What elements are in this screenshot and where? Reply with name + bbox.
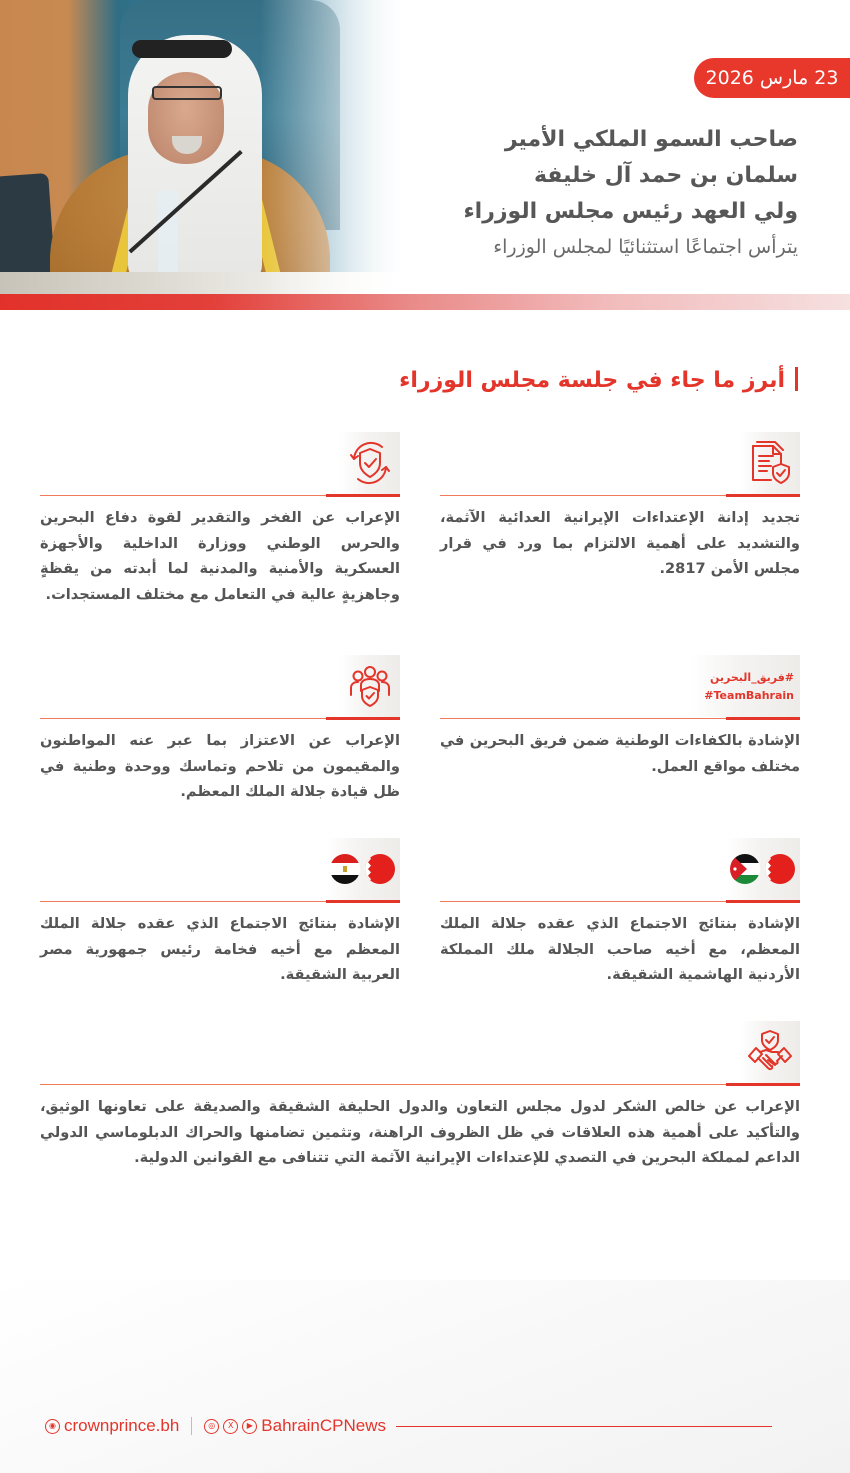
card-divider-accent bbox=[326, 494, 400, 497]
icon-tile bbox=[326, 838, 400, 900]
team-bahrain-hashtag bbox=[704, 669, 794, 705]
card-text: الإشادة بنتائج الاجتماع الذي عقده جلالة الملك المعظم مع أخيه فخامة رئيس جمهورية مصر العربية الشقيقة. bbox=[40, 915, 400, 983]
youtube-icon[interactable]: ▶ bbox=[242, 1419, 257, 1434]
heading-accent-bar bbox=[795, 367, 798, 391]
photo-fade bbox=[260, 0, 420, 296]
footer-rule bbox=[396, 1426, 772, 1427]
egypt-flag bbox=[329, 852, 363, 886]
icon-tile bbox=[726, 838, 800, 900]
social-handle[interactable]: BahrainCPNews bbox=[261, 1416, 387, 1435]
highlight-card bbox=[440, 432, 800, 592]
icon-tile bbox=[690, 655, 800, 717]
date-badge: 23 مارس 2026 bbox=[694, 58, 850, 98]
card-divider-accent bbox=[326, 717, 400, 720]
title-line-1: صاحب السمو الملكي الأمير bbox=[504, 127, 798, 152]
document-shield-icon bbox=[747, 440, 793, 486]
card-divider-accent bbox=[726, 494, 800, 497]
hashtag-arabic: #فريق_البحرين bbox=[710, 671, 794, 684]
bahrain-egypt-flags-icon bbox=[329, 852, 397, 886]
handshake-shield-icon bbox=[746, 1028, 794, 1076]
instagram-icon[interactable]: ◎ bbox=[204, 1419, 219, 1434]
icon-tile bbox=[740, 432, 800, 494]
card-text: الإعراب عن خالص الشكر لدول مجلس التعاون والدول الحليفة الشقيقة والصديقة على تعاونها الوثيق، والتأكيد على أهمية هذه العلاقات في ظل الظروف الراهنة، وتثمين تضامنها والحراك الدبلوماسي الدولي الداعم لمملكة البحرين في التصدي للإعتداءات الإيرانية الآثمة التي تتنافى مع القوانين الدولية. bbox=[40, 1098, 800, 1166]
header-divider-band bbox=[0, 294, 850, 310]
icon-tile bbox=[740, 1021, 800, 1083]
footer-separator bbox=[191, 1417, 192, 1435]
card-divider-accent bbox=[726, 900, 800, 903]
globe-icon: ◉ bbox=[45, 1419, 60, 1434]
card-divider-accent bbox=[726, 717, 800, 720]
subtitle: يترأس اجتماعًا استثنائيًا لمجلس الوزراء bbox=[493, 236, 798, 258]
agal-band bbox=[132, 40, 232, 58]
bahrain-flag bbox=[765, 852, 797, 886]
icon-tile bbox=[340, 655, 400, 717]
hashtag-english: #TeamBahrain bbox=[704, 689, 794, 702]
section-heading bbox=[399, 364, 798, 398]
highlight-card bbox=[40, 655, 400, 805]
section-heading-text: أبرز ما جاء في جلسة مجلس الوزراء bbox=[399, 368, 785, 393]
shield-check-cycle-icon bbox=[346, 439, 394, 487]
card-divider bbox=[40, 1084, 800, 1085]
bahrain-jordan-flags-icon bbox=[729, 852, 797, 886]
card-text: الإشادة بالكفاءات الوطنية ضمن فريق البحرين في مختلف مواقع العمل. bbox=[440, 732, 800, 775]
tablet-device bbox=[0, 173, 56, 287]
card-text: تجديد إدانة الإعتداءات الإيرانية العدائية الآثمة، والتشديد على أهمية الالتزام بما ورد في قرار مجلس الأمن 2817. bbox=[440, 509, 800, 577]
footer-background bbox=[0, 1280, 850, 1473]
people-shield-icon bbox=[347, 663, 393, 709]
highlight-card bbox=[40, 838, 400, 988]
highlight-card bbox=[40, 432, 400, 632]
hero-photo bbox=[0, 0, 420, 296]
card-text: الإشادة بنتائج الاجتماع الذي عقده جلالة الملك المعظم، مع أخيه صاحب الجلالة ملك المملكة الأردنية الهاشمية الشقيقة. bbox=[440, 915, 800, 983]
eyeglasses bbox=[152, 86, 222, 100]
jordan-flag bbox=[729, 852, 763, 886]
card-divider-accent bbox=[726, 1083, 800, 1086]
card-divider-accent bbox=[326, 900, 400, 903]
card-text: الإعراب عن الفخر والتقدير لقوة دفاع البحرين والحرس الوطني ووزارة الداخلية والأجهزة العسكرية والأمنية والمدنية لما أبدته من يقظةٍ وجاهزيةٍ عالية في التعامل مع مختلف المستجدات. bbox=[40, 509, 400, 603]
highlight-card bbox=[440, 838, 800, 988]
x-icon[interactable]: X bbox=[223, 1419, 238, 1434]
water-bottle bbox=[158, 190, 178, 280]
icon-tile bbox=[340, 432, 400, 494]
highlight-card bbox=[440, 655, 800, 785]
footer bbox=[45, 1414, 772, 1438]
highlight-card bbox=[40, 1021, 800, 1171]
title-block bbox=[398, 122, 798, 264]
bahrain-flag bbox=[365, 852, 397, 886]
title-line-2: سلمان بن حمد آل خليفة bbox=[533, 163, 798, 188]
website-link[interactable]: crownprince.bh bbox=[64, 1416, 180, 1435]
card-text: الإعراب عن الاعتزاز بما عبر عنه المواطنون والمقيمون من تلاحم وتماسك ووحدة وطنية في ظل قيادة جلالة الملك المعظم. bbox=[40, 732, 400, 800]
title-line-3: ولي العهد رئيس مجلس الوزراء bbox=[463, 199, 798, 224]
